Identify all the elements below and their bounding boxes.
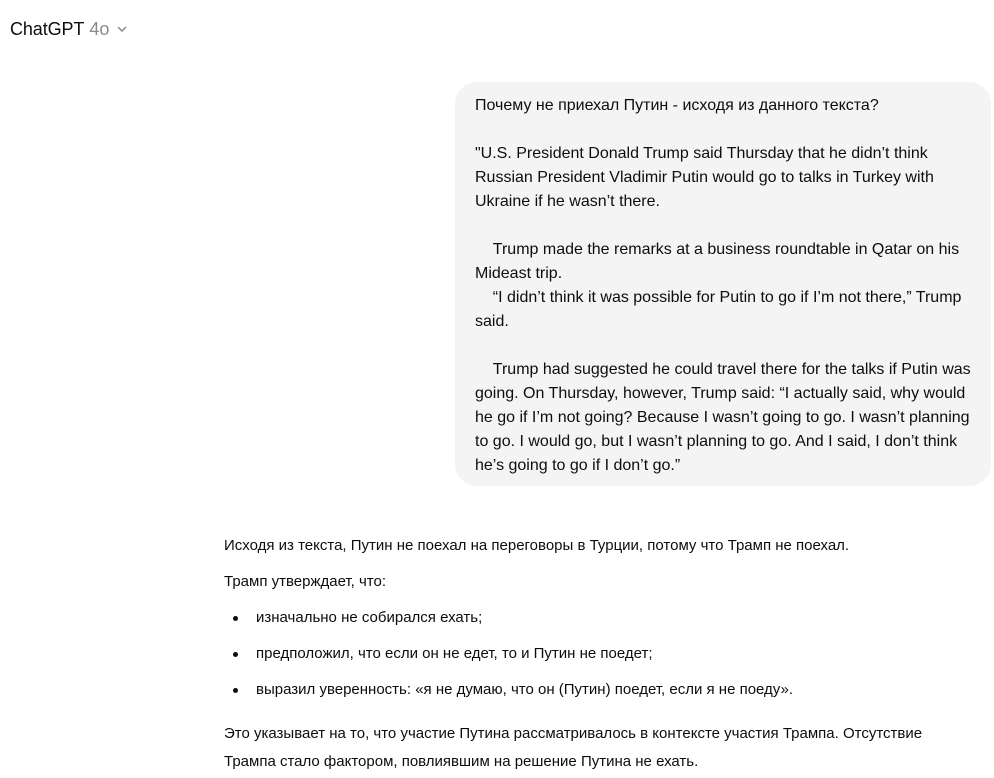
list-item <box>224 676 964 704</box>
chevron-down-icon <box>116 23 128 35</box>
list-item-text: изначально не собирался ехать; <box>256 609 483 626</box>
model-version: 4o <box>89 18 110 39</box>
list-item-text: предположил, что если он не едет, то и Путин не поедет; <box>256 645 653 662</box>
bullet-icon <box>233 688 238 693</box>
assistant-message <box>224 532 964 778</box>
assistant-conclusion: Это указывает на то, что участие Путина рассматривалось в контексте участия Трампа. Отсутствие Трампа стало фактором, повлиявшим на решение Путина не ехать. <box>224 725 923 770</box>
user-message-bubble <box>455 82 991 486</box>
bullet-icon <box>233 652 238 657</box>
assistant-intro: Исходя из текста, Путин не поехал на переговоры в Турции, потому что Трамп не поехал. <box>224 537 850 554</box>
list-item-text: выразил уверенность: «я не думаю, что он (Путин) поедет, если я не поеду». <box>256 681 793 698</box>
assistant-list-heading: Трамп утверждает, что: <box>224 573 387 590</box>
user-question: Почему не приехал Путин - исходя из данного текста? <box>475 97 879 114</box>
user-quote-paragraph: Trump made the remarks at a business roundtable in Qatar on his Mideast trip. “I didn’t think it was possible for Putin to go if I’m not there,” Trump said. <box>475 241 962 330</box>
user-quote-paragraph: Trump had suggested he could travel there for the talks if Putin was going. On Thursday, however, Trump said: “I actually said, why would he go if I’m not going? Because I wasn’t going to go. I wasn’t planning to go. I would go, but I wasn’t planning to go. And I said, I don’t think he’s going to go if I don’t go.” <box>475 361 976 474</box>
model-name: ChatGPT <box>10 18 85 39</box>
bullet-icon <box>233 616 238 621</box>
model-selector[interactable] <box>10 16 128 42</box>
user-quote-paragraph: "U.S. President Donald Trump said Thursday that he didn’t think Russian President Vladimir Putin would go to talks in Turkey with Ukraine if he wasn’t there. <box>475 145 939 210</box>
list-item <box>224 640 964 668</box>
list-item <box>224 604 964 632</box>
assistant-bullet-list <box>224 604 964 704</box>
